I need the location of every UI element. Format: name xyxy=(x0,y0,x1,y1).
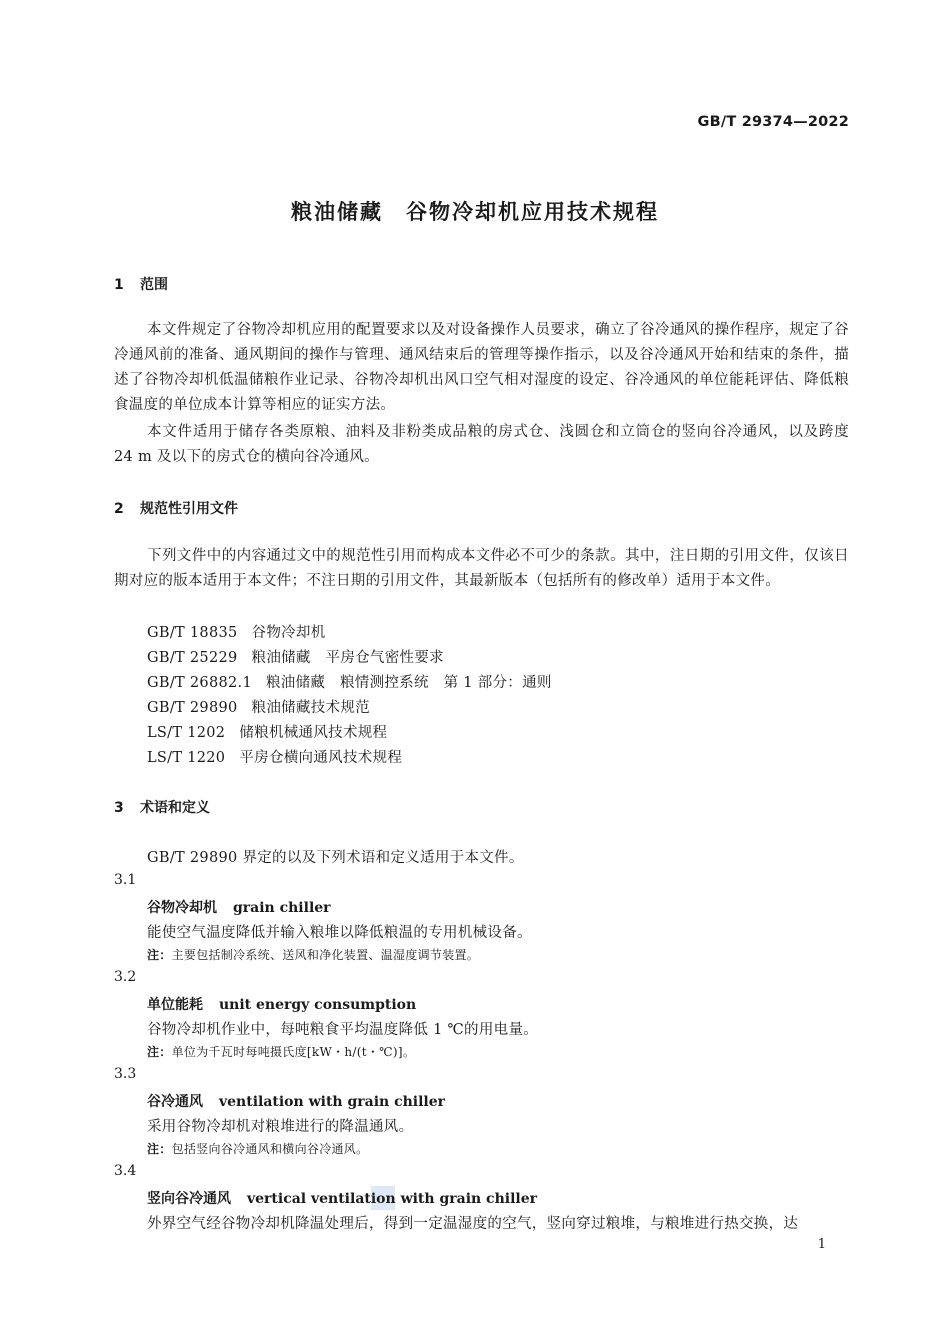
reference-title: 储粮机械通风技术规程 xyxy=(239,725,388,741)
reference-title: 平房仓横向通风技术规程 xyxy=(239,750,403,766)
term-definition: 谷物冷却机作业中，每吨粮食平均温度降低 1 ℃的用电量。 xyxy=(147,1022,539,1038)
document-title: 粮油储藏 谷物冷却机应用技术规程 xyxy=(291,200,659,224)
reference-code: GB/T 18835 xyxy=(147,625,238,641)
reference-title: 粮油储藏 平房仓气密性要求 xyxy=(251,650,444,666)
document-number: GB/T 29374—2022 xyxy=(697,114,849,130)
term-number: 3.2 xyxy=(114,969,137,985)
term-definition: 采用谷物冷却机对粮堆进行的降温通风。 xyxy=(147,1119,414,1135)
term-definition: 能使空气温度降低并输入粮堆以降低粮温的专用机械设备。 xyxy=(147,925,532,941)
reference-item xyxy=(147,646,444,667)
note-label: 注： xyxy=(147,948,172,962)
term-en: unit energy consumption xyxy=(219,997,417,1013)
section-1-heading xyxy=(114,274,168,294)
section-1-paragraph-2: 本文件适用于储存各类原粮、油料及非粉类成品粮的房式仓、浅圆仓和立筒仓的竖向谷冷通风，以及跨度 24 m 及以下的房式仓的横向谷冷通风。 xyxy=(114,424,849,465)
term-note xyxy=(147,1140,368,1157)
term-heading xyxy=(147,994,416,1014)
reference-title: 粮油储藏技术规范 xyxy=(251,700,370,716)
section-1-paragraph-1: 本文件规定了谷物冷却机应用的配置要求以及对设备操作人员要求，确立了谷冷通风的操作程序，规定了谷冷通风前的准备、通风期间的操作与管理、通风结束后的管理等操作指示，以及谷冷通风开始和结束的条件，描述了谷物冷却机低温储粮作业记录、谷物冷却机出风口空气相对湿度的设定、谷冷通风的单位能耗评估、降低粮食温度的单位成本计算等相应的证实方法。 xyxy=(114,322,849,413)
reference-item xyxy=(147,746,402,767)
term-zh: 单位能耗 xyxy=(147,997,203,1013)
term-en: ventilation with grain chiller xyxy=(219,1094,446,1110)
reference-item xyxy=(147,696,370,717)
reference-code: LS/T 1202 xyxy=(147,725,226,741)
term-number: 3.4 xyxy=(114,1163,137,1179)
note-text: 包括竖向谷冷通风和横向谷冷通风。 xyxy=(171,1142,369,1156)
term-heading xyxy=(147,1091,445,1111)
term-heading xyxy=(147,1188,537,1208)
reference-code: LS/T 1220 xyxy=(147,750,226,766)
term-zh: 谷物冷却机 xyxy=(147,900,217,916)
term-zh: 谷冷通风 xyxy=(147,1094,203,1110)
section-title: 规范性引用文件 xyxy=(140,501,238,517)
reference-item xyxy=(147,721,387,742)
term-definition: 外界空气经谷物冷却机降温处理后，得到一定温湿度的空气，竖向穿过粮堆，与粮堆进行热交换，达 xyxy=(147,1216,799,1232)
section-number: 1 xyxy=(114,277,124,293)
reference-code: GB/T 29890 xyxy=(147,700,238,716)
reference-item xyxy=(147,671,552,692)
reference-item xyxy=(147,621,326,642)
term-number: 3.1 xyxy=(114,872,137,888)
section-title: 范围 xyxy=(140,277,168,293)
note-label: 注： xyxy=(147,1142,172,1156)
section-number: 3 xyxy=(114,800,124,816)
term-heading xyxy=(147,897,331,917)
term-zh: 竖向谷冷通风 xyxy=(147,1191,231,1207)
reference-code: GB/T 25229 xyxy=(147,650,238,666)
note-text: 单位为千瓦时每吨摄氏度[kW・h/(t・℃)]。 xyxy=(171,1045,416,1059)
term-en: vertical ventilation with grain chiller xyxy=(247,1191,538,1207)
term-en: grain chiller xyxy=(233,900,331,916)
section-2-intro: 下列文件中的内容通过文中的规范性引用而构成本文件必不可少的条款。其中，注日期的引用文件，仅该日期对应的版本适用于本文件；不注日期的引用文件，其最新版本（包括所有的修改单）适用于本文件。 xyxy=(114,548,849,589)
reference-title: 谷物冷却机 xyxy=(251,625,326,641)
term-note xyxy=(147,946,479,963)
note-text: 主要包括制冷系统、送风和净化装置、温湿度调节装置。 xyxy=(171,948,480,962)
section-3-intro: GB/T 29890 界定的以及下列术语和定义适用于本文件。 xyxy=(147,850,524,866)
section-number: 2 xyxy=(114,501,124,517)
term-note xyxy=(147,1043,415,1060)
section-title: 术语和定义 xyxy=(140,800,210,816)
section-2-heading xyxy=(114,498,238,518)
reference-code: GB/T 26882.1 xyxy=(147,675,252,691)
reference-title: 粮油储藏 粮情测控系统 第 1 部分：通则 xyxy=(265,675,552,691)
term-number: 3.3 xyxy=(114,1066,137,1082)
section-3-heading xyxy=(114,797,210,817)
page-number: 1 xyxy=(817,1237,826,1252)
note-label: 注： xyxy=(147,1045,172,1059)
